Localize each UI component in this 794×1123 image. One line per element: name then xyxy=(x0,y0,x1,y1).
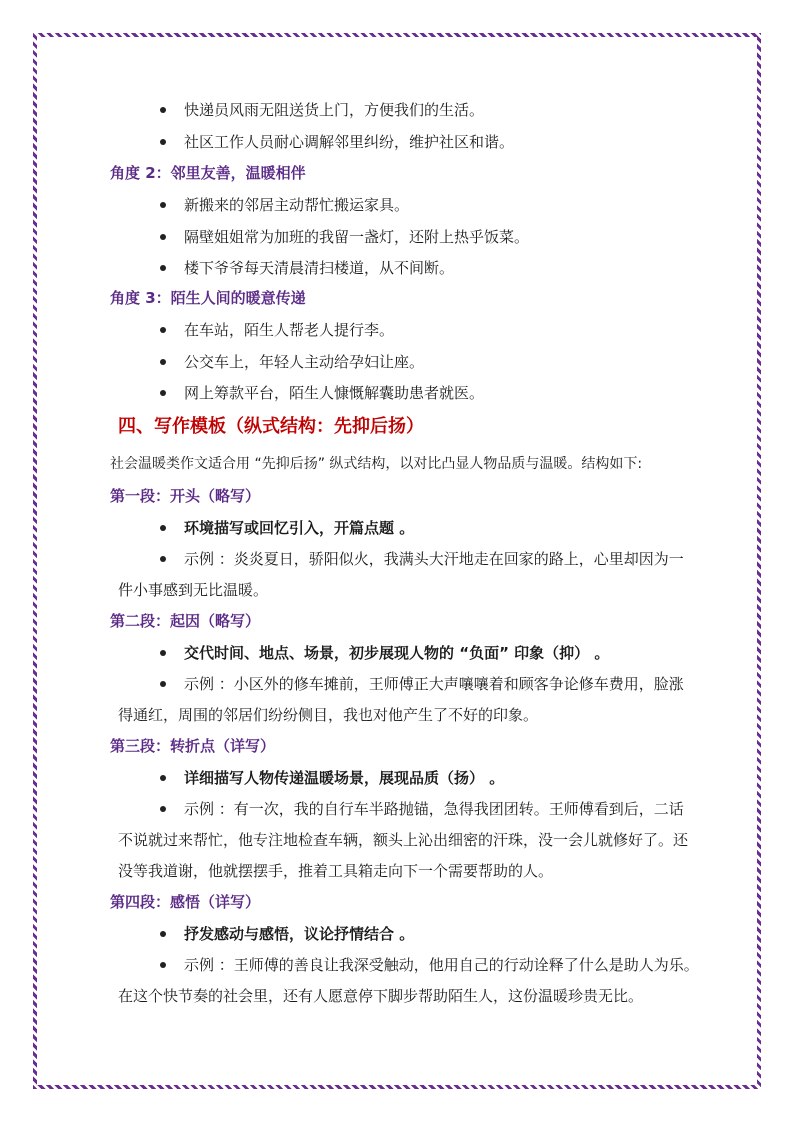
bullet-icon xyxy=(160,525,166,531)
bullet-icon xyxy=(160,962,166,968)
bullet-icon xyxy=(160,234,166,240)
paragraph-2-point: 交代时间、地点、场景，初步展现人物的 “负面” 印象（抑） 。 xyxy=(184,644,610,662)
paragraph-4-example: 示例 ：王师傅的善良让我深受触动，他用自己的行动诠释了什么是助人为乐。 xyxy=(184,956,699,974)
bullet-icon xyxy=(160,806,166,812)
paragraph-4-example-cont: 在这个快节奏的社会里，还有人愿意停下脚步帮助陌生人，这份温暖珍贵无比。 xyxy=(118,987,644,1005)
angle-2-heading: 角度 2：邻里友善，温暖相伴 xyxy=(110,164,306,182)
list-item: 在车站，陌生人帮老人提行李。 xyxy=(184,321,395,339)
list-item: 楼下爷爷每天清晨清扫楼道，从不间断。 xyxy=(184,259,455,277)
paragraph-2-example-cont: 得通红，周围的邻居们纷纷侧目，我也对他产生了不好的印象。 xyxy=(118,706,539,724)
bullet-icon xyxy=(160,327,166,333)
bullet-icon xyxy=(160,202,166,208)
bullet-icon xyxy=(160,681,166,687)
list-item: 公交车上，年轻人主动给孕妇让座。 xyxy=(184,353,425,371)
paragraph-1-example-cont: 件小事感到无比温暖。 xyxy=(118,581,269,599)
bullet-icon xyxy=(160,390,166,396)
bullet-icon xyxy=(160,139,166,145)
paragraph-1-example: 示例 ：炎炎夏日，骄阳似火，我满头大汗地走在回家的路上，心里却因为一 xyxy=(184,550,684,568)
paragraph-2-example: 示例 ：小区外的修车摊前，王师傅正大声嚷嚷着和顾客争论修车费用，脸涨 xyxy=(184,675,684,693)
bullet-icon xyxy=(160,650,166,656)
angle-3-heading: 角度 3：陌生人间的暖意传递 xyxy=(110,289,306,307)
paragraph-3-example: 示例 ：有一次，我的自行车半路抛锚，急得我团团转。王师傅看到后，二话 xyxy=(184,800,684,818)
paragraph-4-heading: 第四段：感悟（详写） xyxy=(110,893,261,911)
list-item: 新搬来的邻居主动帮忙搬运家具。 xyxy=(184,196,410,214)
bullet-icon xyxy=(160,107,166,113)
bullet-icon xyxy=(160,556,166,562)
section-4-intro: 社会温暖类作文适合用 “先抑后扬” 纵式结构，以对比凸显人物品质与温暖。结构如下: xyxy=(110,456,643,472)
bullet-icon xyxy=(160,359,166,365)
paragraph-2-heading: 第二段：起因（略写） xyxy=(110,612,261,630)
list-item: 网上筹款平台，陌生人慷慨解囊助患者就医。 xyxy=(184,384,485,402)
bullet-icon xyxy=(160,931,166,937)
list-item: 快递员风雨无阻送货上门，方便我们的生活。 xyxy=(184,101,485,119)
list-item: 社区工作人员耐心调解邻里纠纷，维护社区和谐。 xyxy=(184,133,515,151)
paragraph-3-example-cont: 没等我道谢，他就摆摆手，推着工具箱走向下一个需要帮助的人。 xyxy=(118,862,554,880)
paragraph-3-heading: 第三段：转折点（详写） xyxy=(110,737,276,755)
section-4-heading: 四、写作模板（纵式结构：先抑后扬） xyxy=(118,416,424,437)
paragraph-3-point: 详细描写人物传递温暖场景，展现品质（扬） 。 xyxy=(184,769,505,787)
paragraph-3-example-cont: 不说就过来帮忙，他专注地检查车辆，额头上沁出细密的汗珠，没一会儿就修好了。还 xyxy=(118,831,689,849)
bullet-icon xyxy=(160,265,166,271)
paragraph-4-point: 抒发感动与感悟，议论抒情结合 。 xyxy=(184,925,415,943)
paragraph-1-heading: 第一段：开头（略写） xyxy=(110,487,261,505)
paragraph-1-point: 环境描写或回忆引入，开篇点题 。 xyxy=(184,519,415,537)
list-item: 隔壁姐姐常为加班的我留一盏灯，还附上热乎饭菜。 xyxy=(184,228,530,246)
bullet-icon xyxy=(160,775,166,781)
